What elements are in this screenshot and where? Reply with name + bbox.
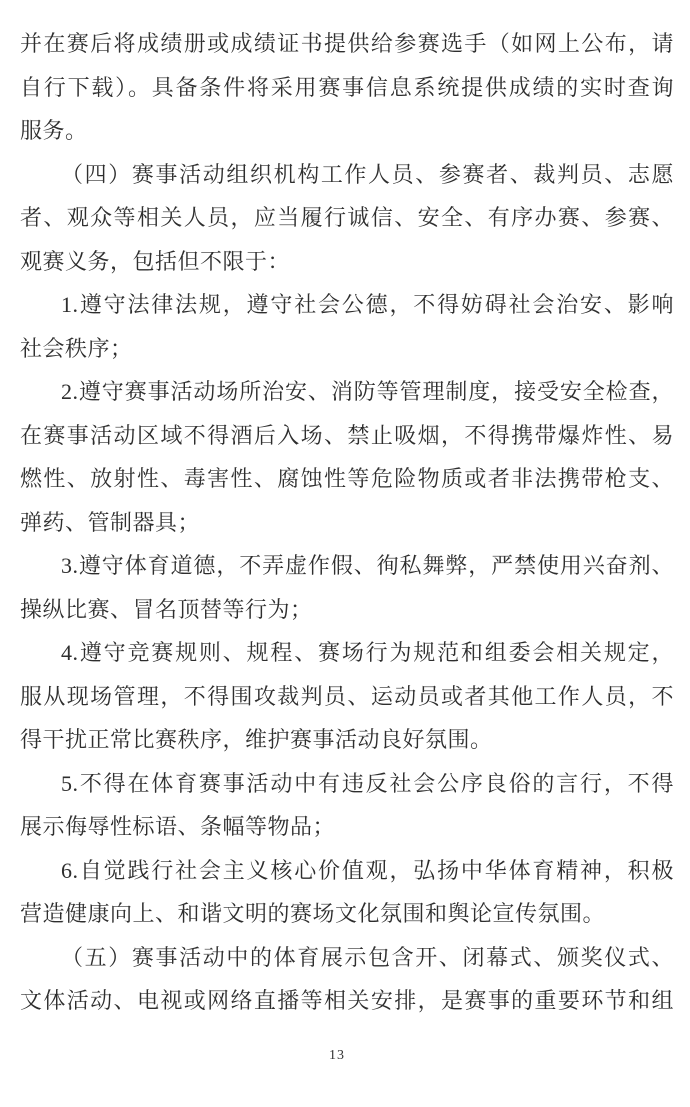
text-line: 操纵比赛、冒名顶替等行为； <box>20 596 313 622</box>
text-line: 展示侮辱性标语、条幅等物品； <box>20 814 336 839</box>
paragraph <box>20 283 674 370</box>
text-line: 燃性、放射性、毒害性、腐蚀性等危险物质或者非法携带枪支、 <box>20 466 674 491</box>
paragraph <box>20 153 674 284</box>
text-line: 在赛事活动区域不得酒后入场、禁止吸烟，不得携带爆炸性、易 <box>20 422 674 448</box>
text-line: 得干扰正常比赛秩序，维护赛事活动良好氛围。 <box>20 727 493 752</box>
text-line: 营造健康向上、和谐文明的赛场文化氛围和舆论宣传氛围。 <box>20 901 606 926</box>
paragraph <box>20 22 674 153</box>
text-line: 文体活动、电视或网络直播等相关安排，是赛事的重要环节和组 <box>20 988 674 1013</box>
text-line: 自行下载）。具备条件将采用赛事信息系统提供成绩的实时查询 <box>20 74 674 100</box>
text-line: （五）赛事活动中的体育展示包含开、闭幕式、颁奖仪式、 <box>61 944 674 970</box>
text-line: 1.遵守法律法规，遵守社会公德，不得妨碍社会治安、影响 <box>61 292 674 317</box>
paragraph <box>20 631 674 762</box>
text-line: 4.遵守竞赛规则、规程、赛场行为规范和组委会相关规定， <box>61 640 674 665</box>
page-number: 13 <box>329 1048 345 1063</box>
text-line: 弹药、管制器具； <box>20 509 201 535</box>
text-line: （四）赛事活动组织机构工作人员、参赛者、裁判员、志愿 <box>61 161 674 187</box>
paragraph <box>20 936 674 1023</box>
text-line: 5.不得在体育赛事活动中有违反社会公序良俗的言行，不得 <box>61 770 674 796</box>
paragraph <box>20 370 674 544</box>
text-line: 2.遵守赛事活动场所治安、消防等管理制度，接受安全检查， <box>61 379 674 404</box>
paragraph <box>20 762 674 849</box>
text-line: 者、观众等相关人员，应当履行诚信、安全、有序办赛、参赛、 <box>20 205 674 230</box>
text-line: 社会秩序； <box>20 335 133 361</box>
paragraph <box>20 849 674 936</box>
text-line: 6.自觉践行社会主义核心价值观，弘扬中华体育精神，积极 <box>61 857 674 883</box>
text-line: 观赛义务，包括但不限于： <box>20 248 291 274</box>
text-line: 服务。 <box>20 118 88 143</box>
page-footer <box>0 1046 674 1066</box>
text-line: 3.遵守体育道德，不弄虚作假、徇私舞弊，严禁使用兴奋剂、 <box>61 553 674 578</box>
text-line: 并在赛后将成绩册或成绩证书提供给参赛选手（如网上公布，请 <box>20 31 674 56</box>
text-line: 服从现场管理，不得围攻裁判员、运动员或者其他工作人员，不 <box>20 683 674 709</box>
paragraph <box>20 544 674 631</box>
